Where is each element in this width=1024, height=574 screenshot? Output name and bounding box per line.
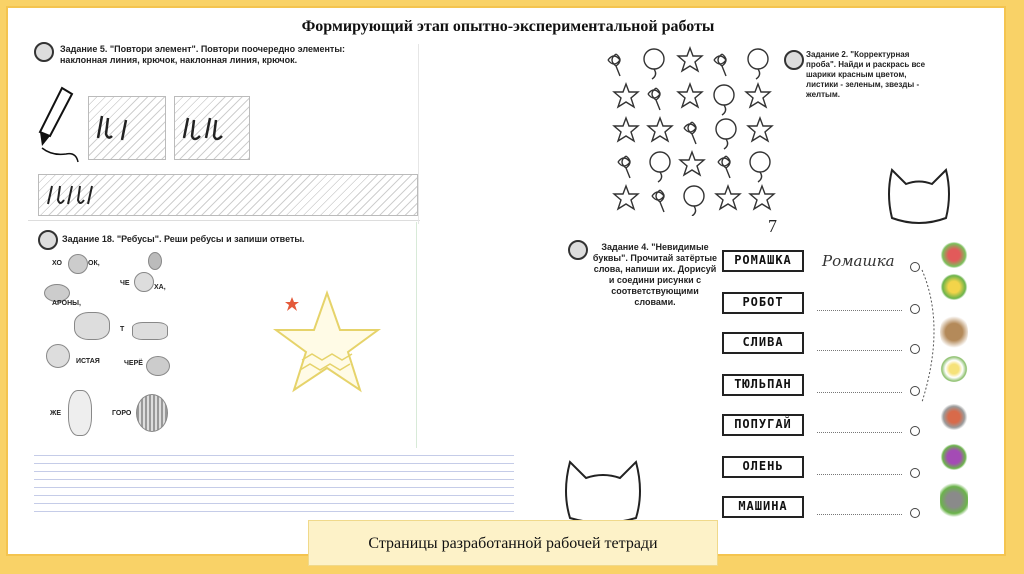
glasses-icon xyxy=(132,322,168,340)
tire-icon xyxy=(136,394,168,432)
word-match-table xyxy=(722,250,982,530)
hidden-word: РОМАШКА xyxy=(722,250,804,272)
hidden-word: СЛИВА xyxy=(722,332,804,354)
rebus-label: ЖЕ xyxy=(50,410,61,417)
sample-answer: Ромашка xyxy=(822,252,895,270)
divider xyxy=(28,220,420,221)
divider xyxy=(416,222,417,452)
rebus-label: ХО xyxy=(52,260,62,267)
rebus-label: Т xyxy=(120,326,125,333)
rebus-label: ГОРО xyxy=(112,410,132,417)
answer-line[interactable] xyxy=(817,474,902,475)
rebus-label: ЧЕ xyxy=(120,280,130,287)
task4-text: Задание 4. "Невидимые буквы". Прочитай затёртые слова, напиши их. Дорисуй и соедини рисунки с соответствующими словами. xyxy=(592,242,718,307)
bottle-icon xyxy=(148,252,162,270)
slide-frame xyxy=(6,6,1006,556)
task-badge-icon xyxy=(568,240,588,260)
rebus-label: АРОНЫ, xyxy=(52,300,81,307)
fox-icon xyxy=(74,312,110,340)
hidden-word: РОБОТ xyxy=(722,292,804,314)
task-badge-icon xyxy=(34,42,54,62)
task2-text: Задание 2. "Корректурная проба". Найди и раскрась все шарики красным цветом, листики - зеленым, звезды - желтым. xyxy=(806,50,926,99)
hidden-word: МАШИНА xyxy=(722,496,804,518)
divider xyxy=(418,44,419,224)
small-star-icon xyxy=(284,296,300,312)
hook-sample-1 xyxy=(94,106,154,146)
answer-line[interactable] xyxy=(817,350,902,351)
caption-text: Страницы разработанной рабочей тетради xyxy=(368,535,658,552)
car-picture xyxy=(940,404,968,430)
hook-sample-2 xyxy=(180,106,240,146)
rebus-label: ХА, xyxy=(154,284,166,291)
connect-dot[interactable] xyxy=(910,508,920,518)
connect-dot[interactable] xyxy=(910,426,920,436)
slide-title: Формирующий этап опытно-экспериментальной работы xyxy=(301,18,715,35)
answer-line[interactable] xyxy=(817,432,902,433)
apple-icon xyxy=(134,272,154,292)
robot-picture xyxy=(940,480,968,520)
answer-line[interactable] xyxy=(817,392,902,393)
hidden-word: ОЛЕНЬ xyxy=(722,456,804,478)
hidden-word: ТЮЛЬПАН xyxy=(722,374,804,396)
plum-picture xyxy=(940,444,968,470)
rebus-label: ОК, xyxy=(88,260,100,267)
bird-picture xyxy=(940,242,968,268)
answer-lines xyxy=(34,448,514,512)
symbols-grid xyxy=(604,44,786,216)
bucket-icon xyxy=(46,344,70,368)
task-badge-icon xyxy=(784,50,804,70)
answer-line[interactable] xyxy=(817,310,902,311)
rebus-label: ИСТАЯ xyxy=(76,358,100,365)
connect-dot[interactable] xyxy=(910,468,920,478)
task18-text: Задание 18. "Ребусы". Реши ребусы и запиши ответы. xyxy=(62,234,305,244)
globe-icon xyxy=(68,254,88,274)
answer-line[interactable] xyxy=(817,514,902,515)
pencil-icon xyxy=(32,84,82,164)
practice-sample xyxy=(46,180,106,210)
caption-box xyxy=(308,520,718,566)
cat-head-icon xyxy=(560,456,646,526)
page-number: 7 xyxy=(768,216,777,236)
connection-curve xyxy=(918,266,948,406)
task5-text: Задание 5. "Повтори элемент". Повтори поочередно элементы: наклонная линия, крючок, наклонная линия, крючок. xyxy=(60,44,346,65)
task-badge-icon xyxy=(38,230,58,250)
baby-icon xyxy=(68,390,92,436)
dragonfly-icon xyxy=(146,356,170,376)
hidden-word: ПОПУГАЙ xyxy=(722,414,804,436)
cat-head-icon xyxy=(884,164,954,226)
rebus-label: ЧЕРЁ xyxy=(124,360,143,367)
